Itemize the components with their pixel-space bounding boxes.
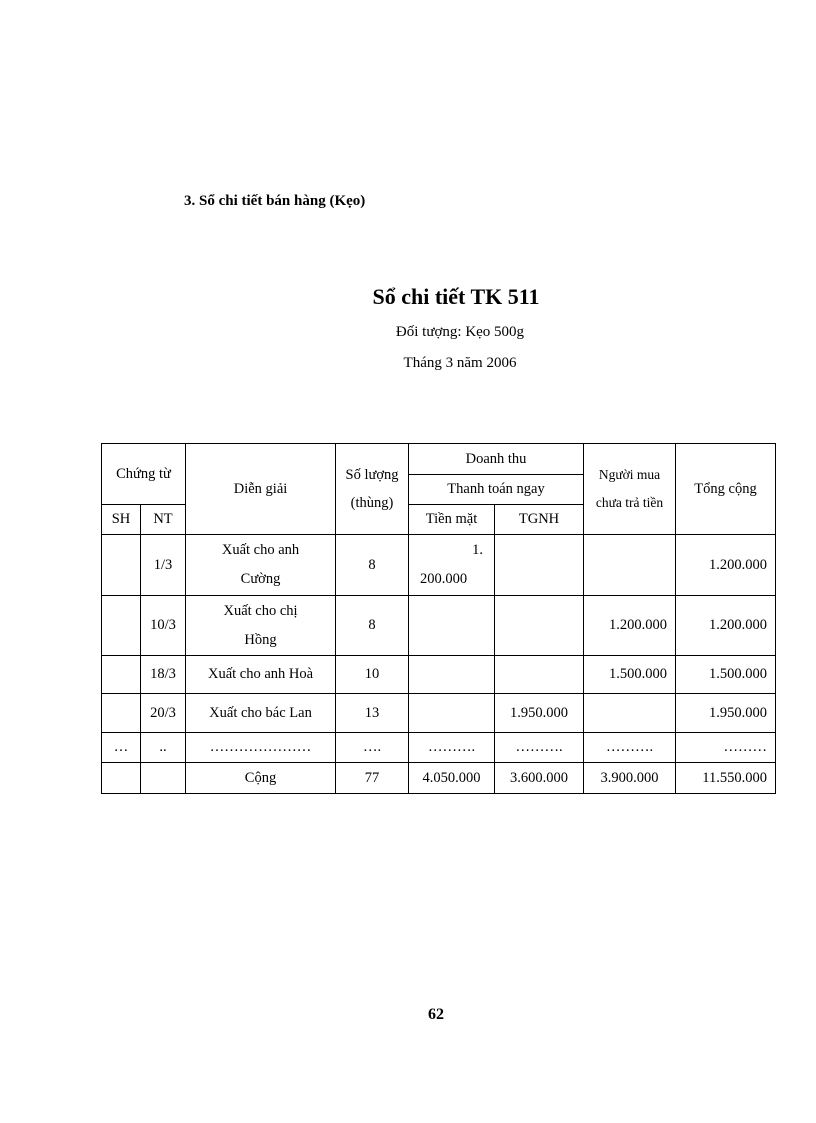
header-nguoi-mua-line2: chưa trả tiền <box>595 495 664 510</box>
cell-so-luong: 8 <box>336 596 409 656</box>
document-title: Sổ chi tiết TK 511 <box>372 284 540 309</box>
cell-tien-mat <box>409 596 495 656</box>
cell-dien-giai: Xuất cho bác Lan <box>186 694 336 733</box>
cell-so-luong: 8 <box>336 535 409 596</box>
section-heading: 3. Sổ chi tiết bán hàng (Kẹo) <box>184 193 366 209</box>
cell-nt: 20/3 <box>141 694 186 733</box>
cell-tong: 1.200.000 <box>676 596 776 656</box>
header-nt: NT <box>141 505 186 535</box>
header-so-luong-label: Số lượng <box>345 467 399 483</box>
cell-dien-giai <box>186 596 336 656</box>
cell-tien-mat-line1: 1. <box>472 542 484 558</box>
cell-sh: … <box>102 733 141 763</box>
cell-tien-mat <box>409 656 495 694</box>
header-thanh-toan-ngay: Thanh toán ngay <box>409 475 584 505</box>
cell-nt: 10/3 <box>141 596 186 656</box>
header-nguoi-mua-line1: Người mua <box>598 467 661 482</box>
total-so-luong: 77 <box>336 763 409 794</box>
cell-tgnh <box>495 596 584 656</box>
cell-tgnh: 1.950.000 <box>495 694 584 733</box>
cell-dien-giai-line2: Hồng <box>244 631 277 648</box>
cell-sh <box>102 656 141 694</box>
table-row <box>102 535 776 596</box>
header-row-1 <box>102 444 776 475</box>
cell-sh <box>102 535 141 596</box>
cell-chua-tra <box>584 694 676 733</box>
page-number: 62 <box>428 1006 444 1023</box>
cell-sh <box>102 596 141 656</box>
header-tgnh: TGNH <box>495 505 584 535</box>
table-row <box>102 694 776 733</box>
cell-dien-giai-line1: Xuất cho chị <box>223 602 298 619</box>
total-row <box>102 763 776 794</box>
subtitle-period: Tháng 3 năm 2006 <box>403 355 517 371</box>
header-nguoi-mua <box>584 444 676 535</box>
cell-so-luong: 13 <box>336 694 409 733</box>
cell-sh <box>102 763 141 794</box>
header-dien-giai: Diễn giải <box>186 444 336 535</box>
cell-tgnh <box>495 656 584 694</box>
cell-nt: .. <box>141 733 186 763</box>
cell-tien-mat: ………. <box>409 733 495 763</box>
table-row <box>102 656 776 694</box>
cell-dien-giai-line1: Xuất cho anh <box>221 542 300 558</box>
cell-tien-mat <box>409 535 495 596</box>
total-tgnh: 3.600.000 <box>495 763 584 794</box>
cell-tong: 1.200.000 <box>676 535 776 596</box>
total-tong: 11.550.000 <box>676 763 776 794</box>
cell-sh <box>102 694 141 733</box>
total-label: Cộng <box>186 763 336 794</box>
cell-chua-tra <box>584 535 676 596</box>
header-doanh-thu: Doanh thu <box>409 444 584 475</box>
cell-so-luong: …. <box>336 733 409 763</box>
cell-tong: 1.500.000 <box>676 656 776 694</box>
cell-tong: 1.950.000 <box>676 694 776 733</box>
cell-tgnh: ………. <box>495 733 584 763</box>
header-tien-mat: Tiền mặt <box>409 505 495 535</box>
header-so-luong-unit: (thùng) <box>350 495 394 511</box>
header-chung-tu: Chứng từ <box>102 444 186 505</box>
cell-nt: 1/3 <box>141 535 186 596</box>
cell-tien-mat <box>409 694 495 733</box>
subtitle-object: Đối tượng: Kẹo 500g <box>395 324 525 340</box>
total-tien-mat: 4.050.000 <box>409 763 495 794</box>
cell-nt <box>141 763 186 794</box>
cell-tgnh <box>495 535 584 596</box>
header-sh: SH <box>102 505 141 535</box>
cell-dien-giai: Xuất cho anh Hoà <box>186 656 336 694</box>
cell-chua-tra: ………. <box>584 733 676 763</box>
cell-tien-mat-line2: 200.000 <box>420 571 468 587</box>
total-chua-tra: 3.900.000 <box>584 763 676 794</box>
cell-chua-tra: 1.200.000 <box>584 596 676 656</box>
table-row <box>102 596 776 656</box>
cell-dien-giai-line2: Cường <box>240 571 281 587</box>
cell-nt: 18/3 <box>141 656 186 694</box>
cell-chua-tra: 1.500.000 <box>584 656 676 694</box>
cell-dien-giai <box>186 535 336 596</box>
cell-so-luong: 10 <box>336 656 409 694</box>
header-so-luong <box>336 444 409 535</box>
ledger-table <box>101 443 776 794</box>
header-tong-cong: Tổng cộng <box>676 444 776 535</box>
table-row <box>102 733 776 763</box>
cell-tong: ……… <box>676 733 776 763</box>
cell-dien-giai: ………………… <box>186 733 336 763</box>
